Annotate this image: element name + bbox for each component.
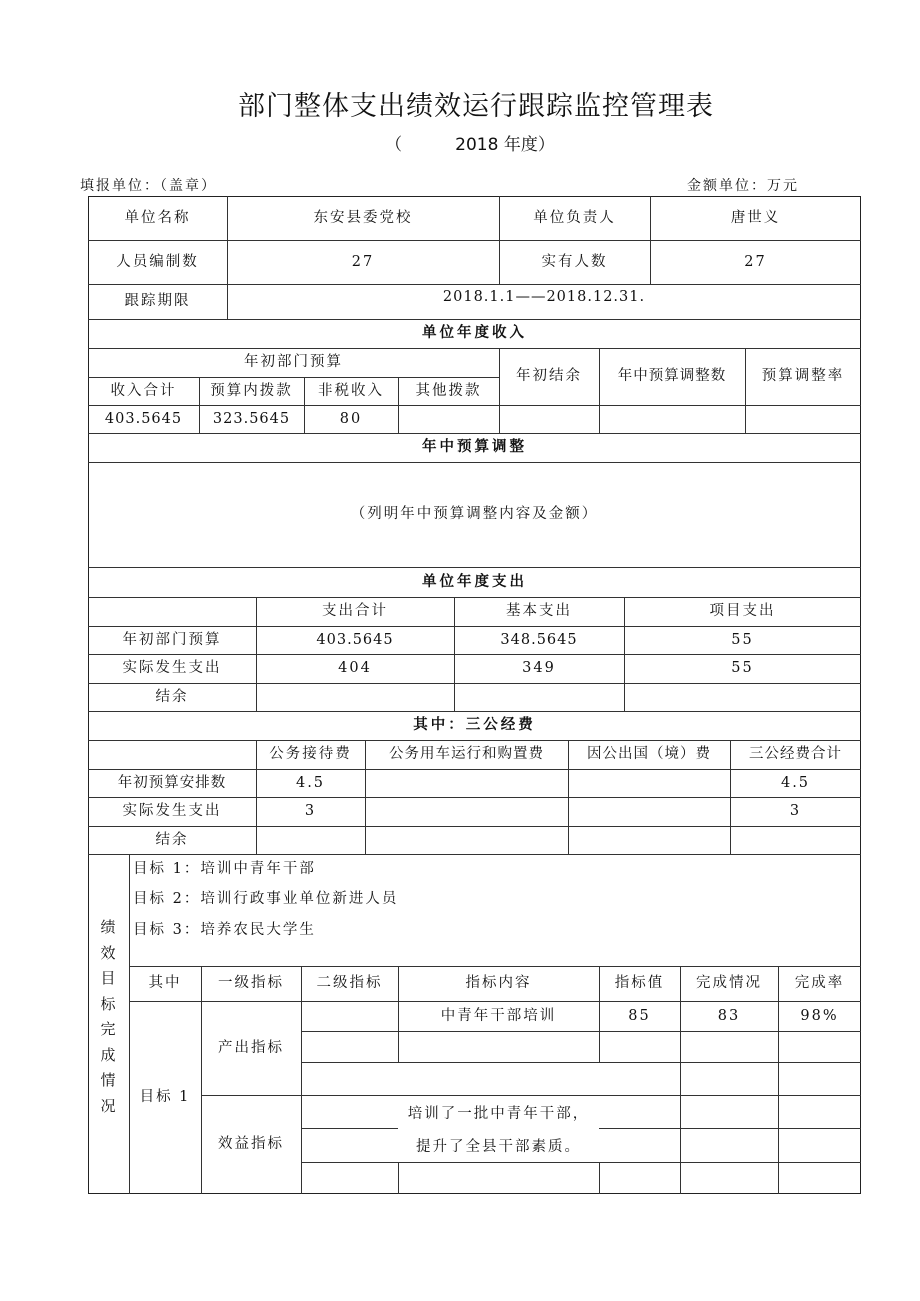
expense-cell: 55: [731, 660, 754, 677]
income-col-in-budget: 预算内拨款: [210, 382, 293, 399]
expense-col-project: 项目支出: [709, 603, 776, 620]
staff-quota-value: 27: [351, 253, 375, 270]
leader-value: 唐世义: [730, 209, 781, 226]
output-rate: 98%: [800, 1007, 839, 1024]
three-public-cell: 4.5: [780, 774, 811, 791]
perf-col-level1: 一级指标: [218, 975, 284, 992]
perf-col-rate: 完成率: [794, 975, 845, 992]
expense-cell: 349: [522, 660, 556, 677]
actual-staff-label: 实有人数: [541, 253, 608, 270]
expense-header: 单位年度支出: [422, 572, 527, 590]
expense-cell: 404: [338, 660, 372, 677]
benefit-indicator-label: 效益指标: [218, 1136, 284, 1153]
rule: [301, 1128, 398, 1129]
amount-unit-label: 金额单位：万元: [687, 178, 799, 194]
side-char: 效: [100, 943, 116, 962]
staff-quota-label: 人员编制数: [116, 253, 199, 270]
benefit-content-line-1: 培训了一批中青年干部，: [398, 1099, 599, 1129]
performance-side-label: [92, 915, 124, 1119]
goal-3: 目标 3：培养农民大学生: [133, 922, 316, 938]
income-total-value: 403.5645: [104, 410, 183, 427]
side-char: 完: [100, 1020, 116, 1038]
adjustment-header: 年中预算调整: [422, 438, 527, 456]
income-col-total: 收入合计: [110, 382, 177, 399]
three-public-col-total: 三公经费合计: [749, 746, 842, 763]
perf-col-level2: 二级指标: [316, 975, 383, 992]
expense-col-basic: 基本支出: [506, 603, 572, 620]
income-in-budget-value: 323.5645: [212, 410, 291, 427]
three-public-col-abroad: 因公出国（境）费: [587, 746, 711, 763]
side-char: 成: [100, 1045, 116, 1064]
output-value: 85: [628, 1007, 651, 1024]
midyear-adjust-label: 年中预算调整数: [617, 368, 727, 385]
income-col-other: 其他拨款: [415, 382, 482, 399]
year-open-paren: （: [385, 135, 403, 155]
three-public-row-label: 年初预算安排数: [117, 774, 227, 791]
income-header: 单位年度收入: [422, 324, 527, 342]
perf-col-among: 其中: [148, 975, 182, 992]
initial-budget-label: 年初部门预算: [244, 354, 343, 371]
income-col-non-tax: 非税收入: [318, 382, 384, 399]
expense-cell: 55: [731, 631, 754, 648]
expense-row-label: 实际发生支出: [122, 660, 222, 677]
output-content: 中青年干部培训: [440, 1007, 557, 1024]
side-char: 绩: [100, 918, 116, 936]
expense-row-label: 结余: [155, 688, 189, 705]
side-char: 况: [100, 1096, 116, 1115]
rule: [301, 1162, 861, 1163]
expense-cell: 403.5645: [316, 631, 394, 648]
expense-cell: 348.5645: [500, 631, 578, 648]
period-label: 跟踪期限: [124, 293, 191, 310]
rule: [398, 1162, 399, 1194]
three-public-col-vehicle: 公务用车运行和购置费: [389, 746, 544, 763]
adjust-rate-label: 预算调整率: [761, 368, 845, 385]
expense-col-total: 支出合计: [322, 603, 388, 620]
page-title: 部门整体支出绩效运行跟踪监控管理表: [238, 91, 714, 122]
three-public-col-reception: 公务接待费: [269, 746, 352, 763]
perf-col-done: 完成情况: [696, 975, 762, 992]
side-char: 标: [100, 994, 116, 1013]
rule: [88, 854, 861, 855]
target-1-label: 目标 1: [139, 1089, 191, 1106]
goal-1: 目标 1：培训中青年干部: [133, 861, 316, 877]
three-public-cell: 3: [789, 803, 802, 820]
three-public-cell: 3: [304, 803, 317, 820]
side-char: 目: [100, 969, 116, 987]
rule: [599, 1162, 600, 1194]
goal-2: 目标 2：培训行政事业单位新进人员: [133, 891, 399, 907]
year-line: [0, 130, 920, 155]
adjustment-note: （列明年中预算调整内容及金额）: [350, 506, 599, 523]
unit-name-label: 单位名称: [124, 209, 191, 226]
perf-col-content: 指标内容: [465, 975, 532, 992]
benefit-content-line-2: 提升了全县干部素质。: [416, 1138, 581, 1155]
rule: [301, 1062, 861, 1063]
period-value: 2018.1.1——2018.12.31.: [442, 288, 646, 305]
three-public-row-label: 实际发生支出: [122, 803, 222, 820]
fill-unit-label: 填报单位：（盖章）: [80, 178, 217, 194]
three-public-header: 其中：三公经费: [413, 716, 536, 734]
income-non-tax-value: 80: [339, 410, 363, 427]
side-char: 情: [100, 1071, 116, 1089]
three-public-cell: 4.5: [295, 774, 326, 791]
three-public-row-label: 结余: [155, 831, 189, 848]
perf-col-value: 指标值: [614, 975, 665, 992]
leader-label: 单位负责人: [533, 209, 616, 226]
unit-name-value: 东安县委党校: [313, 209, 413, 226]
actual-staff-value: 27: [744, 253, 767, 270]
year-text: 2018 年度）: [455, 135, 555, 155]
output-done: 83: [717, 1007, 741, 1024]
expense-row-label: 年初部门预算: [122, 631, 222, 648]
opening-balance-label: 年初结余: [516, 368, 582, 385]
output-indicator-label: 产出指标: [218, 1039, 284, 1056]
rule: [301, 1031, 861, 1032]
